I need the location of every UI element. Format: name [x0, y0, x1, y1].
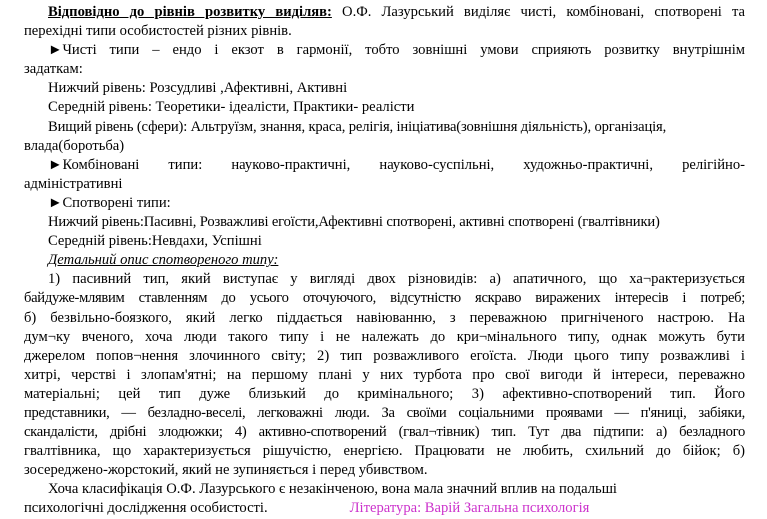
intro-line-1	[24, 3, 745, 22]
combined-types-line-1: ►Комбіновані типи: науково-практичні, науково-суспільні, художньо-практичні, релігійно-	[48, 156, 745, 173]
detail-line-4: дум¬ку вченого, хоча люди такого типу і не належать до кри¬мінального типу, однак можуть бути	[24, 328, 745, 345]
detail-line-10: гвалтівника, що характеризується рішучістю, енергією. Працювати не любить, схильний до бійок; б)	[24, 443, 745, 460]
distorted-low-level: Нижчий рівень:Пасивні, Розважливі егоїсти,Афективні спотворені, активні спотворені (гвалтівники)	[48, 214, 660, 231]
literature-reference: Література: Варій Загальна психологія	[349, 500, 590, 517]
combined-types-line-2: адміністративні	[24, 175, 123, 192]
detail-title	[24, 251, 745, 270]
detail-line-3: б) безвільно-боязкого, який легко піддається навіюванню, з переважною пригніченого настрою. На	[24, 309, 745, 326]
detail-line-7: матеріальні; цей тип дуже близький до кримінального; 3) афективно-спотворений тип. Його	[24, 385, 745, 402]
intro-text-1: О.Ф. Лазурський виділяє чисті, комбіновані, спотворені та	[331, 4, 745, 20]
intro-heading: Відповідно до рівнів розвитку виділяв:	[48, 4, 332, 20]
detail-line-5: джерелом попов¬нення злочинного світу; 2) тип розважливого егоїста. Люди цього типу розважливі і	[24, 347, 745, 364]
detail-line-6: хитрі, черстві і злопам'ятні; на першому плані у них турбота про свої вигоди й інтереси, переважно	[24, 366, 745, 383]
pure-types-line-1: ►Чисті типи – ендо і екзот в гармонії, тобто зовнішні умови сприяють розвитку внутрішнім	[48, 42, 745, 59]
distorted-mid-level: Середній рівень:Невдахи, Успішні	[48, 233, 262, 250]
intro-line-2: перехідні типи особистостей різних рівнів.	[24, 23, 292, 40]
pure-types-line-2: задаткам:	[24, 61, 83, 78]
document-page	[24, 3, 745, 519]
pure-high-level-line-2: влада(боротьба)	[24, 137, 125, 154]
pure-mid-level: Середній рівень: Теоретики- ідеалісти, Практики- реалісти	[48, 99, 415, 116]
detail-line-2: байдуже-млявим ставленням до усього оточуючого, відсутністю яскраво виражених інтересів і потреб;	[24, 290, 745, 307]
detail-line-9: скандалісти, дрібні злодюжки; 4) активно-спотворений (гвал¬тівник) тип. Тут два підтипи: а) безладного	[24, 424, 745, 441]
distorted-types-title: ►Спотворені типи:	[48, 194, 171, 211]
detail-line-11: зосереджено-жорстокий, який не зупиняється і перед убивством.	[24, 462, 428, 479]
pure-high-level-line-1: Вищий рівень (сфери): Альтруїзм, знання, краса, релігія, ініціатива(зовнішня діяльність), організація,	[48, 118, 667, 135]
conclusion-line-2	[24, 499, 745, 518]
detail-line-8: представники, — безладно-веселі, легковажні люди. За своїми соціальними проявами — п'яниці, забіяки,	[24, 404, 745, 421]
pure-low-level: Нижчий рівень: Розсудливі ,Афективні, Активні	[48, 80, 348, 97]
detail-title-text: Детальний опис спотвореного типу:	[48, 252, 279, 269]
detail-line-1: 1) пасивний тип, який виступає у вигляді двох різновидів: а) апатичного, що ха¬рактеризується	[48, 271, 745, 288]
conclusion-text: психологічні дослідження особистості.	[24, 500, 268, 517]
conclusion-line-1: Хоча класифікація О.Ф. Лазурського є незакінченою, вона мала значний вплив на подальші	[48, 481, 617, 498]
